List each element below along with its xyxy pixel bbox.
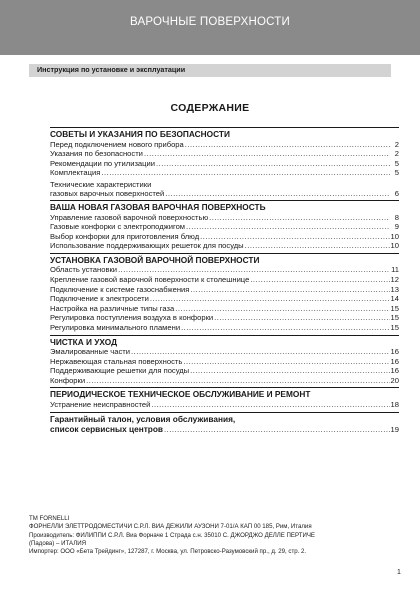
leader-dots bbox=[165, 189, 390, 199]
toc-entry-page: 16 bbox=[390, 347, 399, 357]
toc-entry-page: 16 bbox=[390, 366, 399, 376]
leader-dots bbox=[175, 304, 389, 314]
toc-entry-page: 20 bbox=[390, 375, 399, 385]
toc-entry[interactable] bbox=[50, 149, 399, 159]
toc-entry-page: 10 bbox=[390, 241, 399, 251]
header-title: ВАРОЧНЫЕ ПОВЕРХНОСТИ bbox=[130, 16, 290, 28]
toc-entry[interactable] bbox=[50, 366, 399, 376]
leader-dots bbox=[86, 376, 389, 386]
toc-entry-page: 13 bbox=[390, 284, 399, 294]
toc-entry-label: Использование поддерживающих решеток для посуды bbox=[50, 241, 244, 251]
toc-entry-page: 15 bbox=[390, 313, 399, 323]
toc-entry-label: Регулировка минимального пламени bbox=[50, 323, 181, 332]
toc-entry-label: Нержавеющая стальная поверхность bbox=[50, 356, 183, 366]
toc-entry-page: 10 bbox=[390, 231, 399, 241]
toc-entry-page: 18 bbox=[390, 399, 399, 409]
leader-dots bbox=[151, 400, 389, 410]
footer bbox=[29, 515, 399, 556]
leader-dots bbox=[190, 366, 389, 376]
toc-entry-page: 11 bbox=[391, 265, 399, 275]
toc-entry[interactable] bbox=[50, 400, 399, 410]
page-number: 1 bbox=[397, 569, 401, 576]
toc-entry-page: 2 bbox=[394, 139, 399, 149]
toc-entry-label: Устранение неисправностей bbox=[50, 399, 151, 409]
section-heading-line2: список сервисных центров bbox=[50, 424, 164, 435]
toc-entry-label: Технические характеристики bbox=[50, 179, 152, 189]
section-heading: СОВЕТЫ И УКАЗАНИЯ ПО БЕЗОПАСНОСТИ bbox=[50, 129, 230, 139]
toc-entry-label: Область установки bbox=[50, 265, 118, 275]
toc-title: СОДЕРЖАНИЕ bbox=[170, 102, 250, 114]
toc-entry-label: Выбор конфорки для приготовления блюд bbox=[50, 231, 200, 241]
toc-entry[interactable] bbox=[50, 323, 399, 333]
leader-dots bbox=[181, 323, 389, 333]
toc-entry[interactable] bbox=[50, 313, 399, 323]
toc-entry[interactable] bbox=[50, 265, 399, 275]
leader-dots bbox=[186, 222, 390, 232]
leader-dots bbox=[250, 275, 389, 285]
subheader-text: Инструкция по установке и эксплуатации bbox=[37, 65, 186, 74]
toc-entry-label: Подключение к системе газоснабжения bbox=[50, 284, 190, 294]
toc-entry[interactable] bbox=[50, 159, 399, 169]
toc-entry-page: 19 bbox=[390, 424, 399, 434]
toc-entry bbox=[50, 424, 399, 435]
toc-entry-label: газовых варочных поверхностей bbox=[50, 189, 165, 199]
leader-dots bbox=[144, 149, 390, 159]
toc-entry[interactable] bbox=[50, 241, 399, 251]
footer-line: Импортер: ООО «Бета Трейдинг», 127287, г. Москва, ул. Петровско-Разумовский пр., д. 29, стр. 2. bbox=[29, 548, 307, 556]
toc-entry-label: Крепление газовой варочной поверхности к столешнице bbox=[50, 275, 250, 285]
footer-line: (Падова) – ИТАЛИЯ bbox=[29, 539, 86, 547]
toc-section-safety bbox=[50, 127, 399, 199]
toc-entry[interactable] bbox=[50, 376, 399, 386]
toc-entry[interactable] bbox=[50, 357, 399, 367]
leader-dots bbox=[245, 241, 390, 251]
leader-dots bbox=[118, 265, 390, 275]
section-heading: ВАША НОВАЯ ГАЗОВАЯ ВАРОЧНАЯ ПОВЕРХНОСТЬ bbox=[50, 202, 266, 213]
footer-line: Производитель: ФИЛИППИ С.Р.Л. Виа Форначе 1 Страда с.н. 35010 С. ДЖОРДЖО ДЕЛЛЕ ПЕРТИЧЕ bbox=[29, 531, 315, 539]
toc-entry-label: Управление газовой варочной поверхностью bbox=[50, 212, 209, 222]
leader-dots bbox=[156, 159, 390, 169]
leader-dots bbox=[131, 347, 390, 357]
toc-entry[interactable] bbox=[50, 222, 399, 232]
section-heading: ЧИСТКА И УХОД bbox=[50, 336, 118, 347]
toc-entry-page: 5 bbox=[394, 158, 399, 168]
toc-entry-label: Подключение к электросети bbox=[50, 294, 149, 304]
toc-section-warranty[interactable] bbox=[50, 412, 399, 435]
leader-dots bbox=[190, 285, 389, 295]
toc-entry-label: Эмалированные части bbox=[50, 347, 130, 357]
toc-entry-label: Поддерживающие решетки для посуды bbox=[50, 366, 190, 376]
leader-dots bbox=[185, 140, 390, 150]
toc-entry-page: 5 bbox=[394, 168, 399, 178]
toc-entry-page: 14 bbox=[390, 294, 399, 304]
leader-dots bbox=[101, 168, 390, 178]
leader-dots bbox=[200, 232, 389, 242]
leader-dots bbox=[164, 425, 390, 435]
leader-dots bbox=[214, 313, 389, 323]
toc-entry[interactable] bbox=[50, 213, 399, 223]
footer-line: ФОРНЕЛЛИ ЭЛЕТТРОДОМЕСТИЧИ С.Р.Л. ВИА ДЕЖИЛИ АУЗОНИ 7-01/А КАП 00 185, Рим, Италия bbox=[29, 523, 312, 531]
toc-entry-page: 2 bbox=[394, 149, 399, 159]
toc-entry-label: Рекомендации по утилизации bbox=[50, 158, 155, 168]
toc-section-maintenance bbox=[50, 387, 399, 409]
toc-entry-label: Регулировка поступления воздуха в конфорки bbox=[50, 313, 214, 323]
toc-entry[interactable] bbox=[50, 294, 399, 304]
toc-entry[interactable] bbox=[50, 275, 399, 285]
toc-entry-label: Перед подключением нового прибора bbox=[50, 139, 184, 149]
toc-entry-page: 8 bbox=[394, 212, 399, 222]
toc-entry-label: Указания по безопасности bbox=[50, 149, 143, 159]
toc-entry-label: Настройка на различные типы газа bbox=[50, 303, 175, 313]
toc-entry-page: 16 bbox=[390, 356, 399, 366]
toc-entry[interactable] bbox=[50, 180, 399, 199]
toc-entry-page: 15 bbox=[390, 303, 399, 313]
toc-entry-label: Газовые конфорки с электроподжигом bbox=[50, 222, 186, 232]
leader-dots bbox=[183, 357, 389, 367]
section-heading: УСТАНОВКА ГАЗОВОЙ ВАРОЧНОЙ ПОВЕРХНОСТИ bbox=[50, 254, 260, 265]
toc-entry-page: 12 bbox=[390, 275, 399, 285]
leader-dots bbox=[150, 294, 390, 304]
toc-entry-page: 6 bbox=[394, 189, 399, 199]
leader-dots bbox=[209, 213, 390, 223]
toc-section-installation bbox=[50, 253, 399, 333]
toc-entry-page: 15 bbox=[390, 323, 399, 332]
toc-section-new-hob bbox=[50, 200, 399, 251]
toc-entry-label: Комплектация bbox=[50, 168, 101, 178]
section-heading: ПЕРИОДИЧЕСКОЕ ТЕХНИЧЕСКОЕ ОБСЛУЖИВАНИЕ И РЕМОНТ bbox=[50, 389, 311, 400]
footer-brand: TM FORNELLI bbox=[29, 515, 70, 522]
toc-entry[interactable] bbox=[50, 347, 399, 357]
toc-section-cleaning bbox=[50, 335, 399, 386]
toc-entry[interactable] bbox=[50, 140, 399, 150]
toc-entry-page: 9 bbox=[394, 222, 399, 232]
toc-entry[interactable] bbox=[50, 232, 399, 242]
subheader-band bbox=[29, 64, 391, 77]
toc-entry[interactable] bbox=[50, 304, 399, 314]
section-heading: Гарантийный талон, условия обслуживания, bbox=[50, 413, 236, 424]
toc-entry[interactable] bbox=[50, 168, 399, 178]
table-of-contents bbox=[50, 125, 399, 435]
toc-entry-label: Конфорки bbox=[50, 375, 86, 385]
toc-entry[interactable] bbox=[50, 285, 399, 295]
